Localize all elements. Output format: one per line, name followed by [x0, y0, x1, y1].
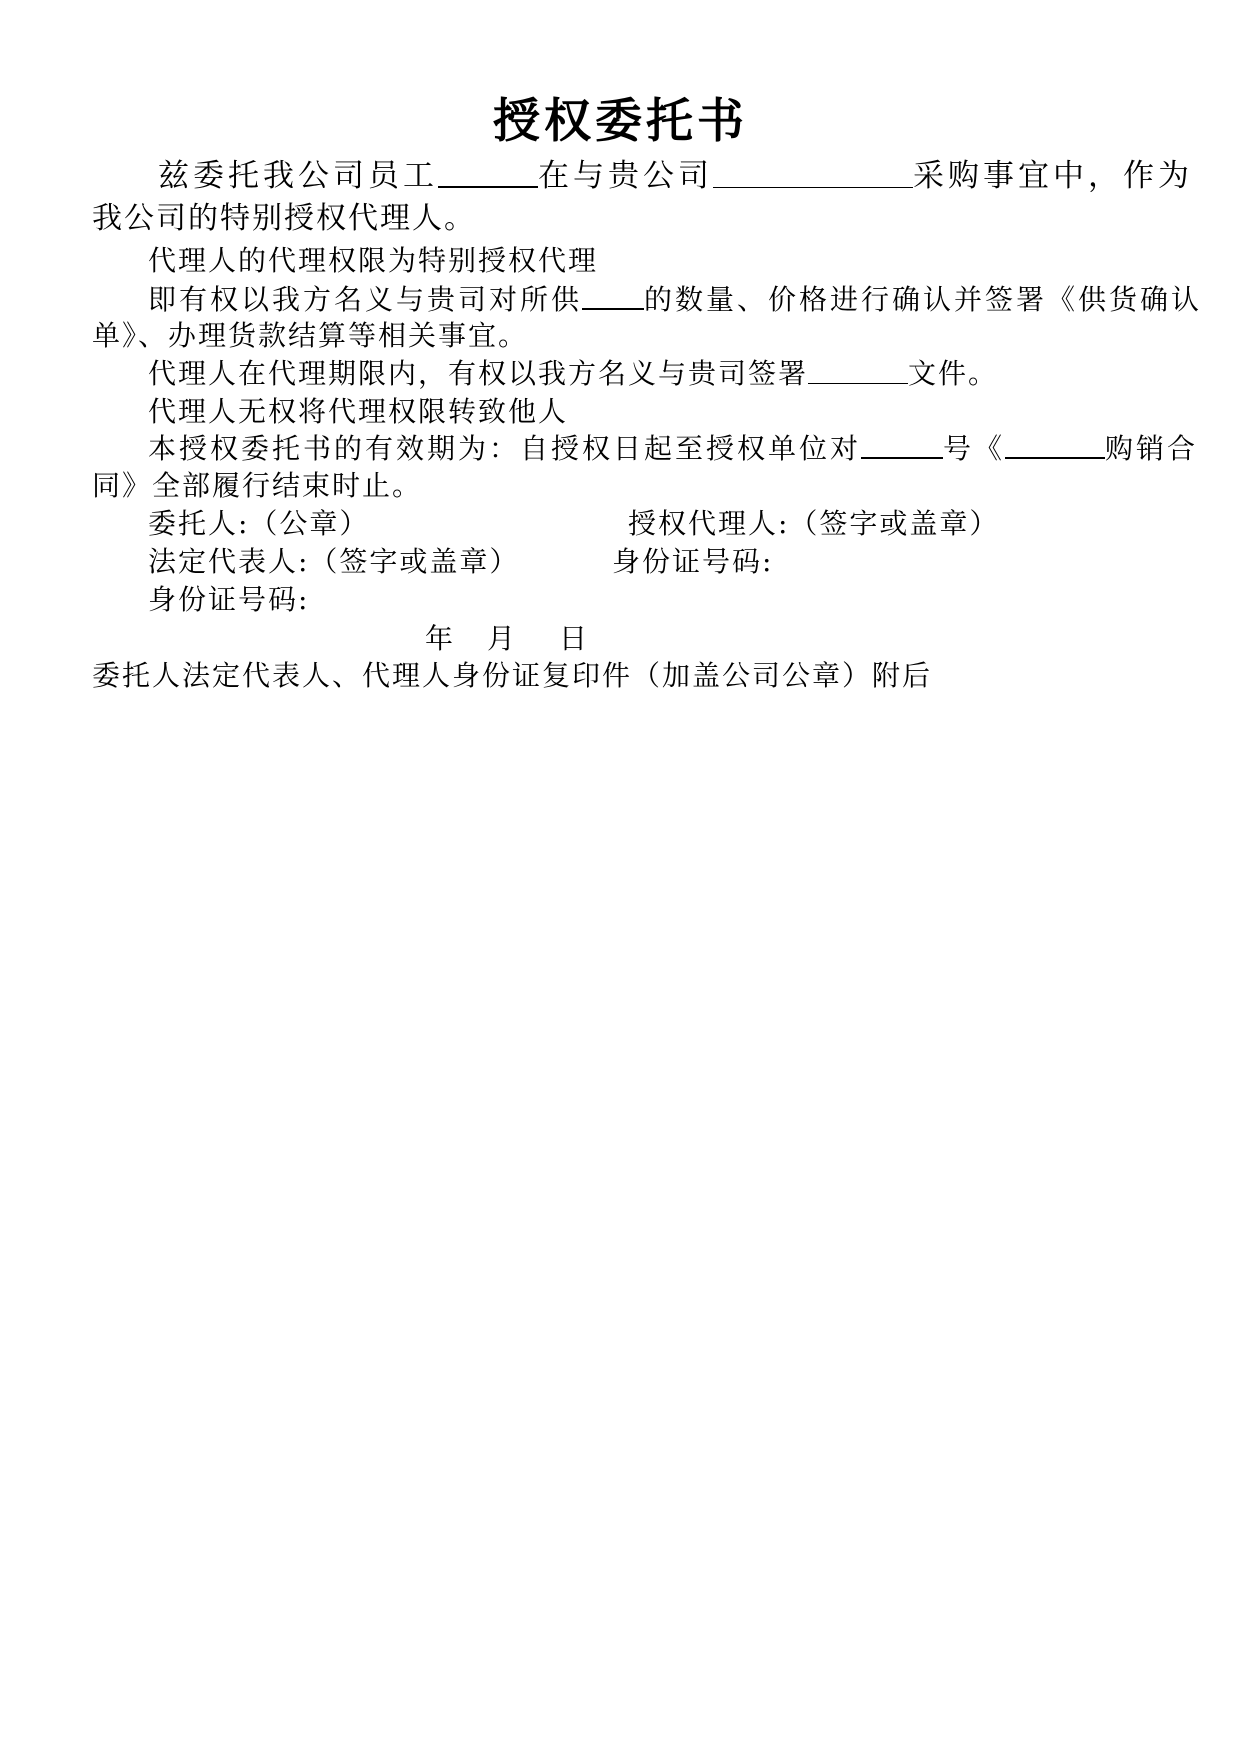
- contract-name-blank[interactable]: [1005, 432, 1105, 459]
- intro-middle: 在与贵公司: [538, 158, 713, 194]
- validity-prefix: 本授权委托书的有效期为：自授权日起至授权单位对: [148, 432, 862, 465]
- legal-rep-signature-label: 法定代表人:（签字或盖章）: [148, 545, 520, 578]
- id-copy-note: 委托人法定代表人、代理人身份证复印件（加盖公司公章）附后: [92, 659, 933, 692]
- no-transfer-text: 代理人无权将代理权限转致他人: [148, 395, 569, 428]
- company-name-blank[interactable]: [713, 159, 913, 188]
- authority-line-2: 单》、办理货款结算等相关事宜。: [92, 319, 529, 352]
- signing-suffix: 文件。: [908, 357, 999, 390]
- authority-suffix: 的数量、价格进行确认并签署《供货确认: [644, 283, 1203, 316]
- documents-blank[interactable]: [808, 358, 908, 384]
- date-month: 月: [487, 622, 516, 655]
- date-line: [425, 620, 587, 658]
- principal-seal-label: 委托人:（公章）: [148, 507, 370, 540]
- date-year: 年: [425, 622, 454, 655]
- date-day: 日: [559, 622, 588, 655]
- authority-prefix: 即有权以我方名义与贵司对所供: [148, 283, 583, 316]
- principal-id-label: 身份证号码:: [148, 583, 310, 616]
- validity-line-2: 同》全部履行结束时止。: [92, 469, 423, 502]
- goods-blank[interactable]: [582, 283, 644, 310]
- agent-id-label: 身份证号码:: [612, 545, 774, 578]
- validity-middle: 号《: [943, 432, 1006, 465]
- intro-prefix: 兹委托我公司员工: [158, 158, 438, 194]
- agent-signature-label: 授权代理人:（签字或盖章）: [628, 507, 1000, 540]
- validity-suffix: 购销合: [1105, 432, 1199, 465]
- authority-line-1: [148, 281, 1202, 319]
- intro-line-1: [158, 157, 1193, 195]
- agency-scope-text: 代理人的代理权限为特别授权代理: [148, 244, 599, 277]
- validity-line-1: [148, 430, 1198, 468]
- document-title: 授权委托书: [493, 94, 748, 149]
- employee-name-blank[interactable]: [438, 158, 538, 188]
- signing-line: [148, 355, 998, 393]
- contract-number-blank[interactable]: [861, 432, 943, 459]
- signing-prefix: 代理人在代理期限内，有权以我方名义与贵司签署: [148, 357, 809, 390]
- intro-line-2: 我公司的特别授权代理人。: [92, 201, 476, 236]
- intro-suffix: 采购事宜中，作为: [913, 158, 1193, 194]
